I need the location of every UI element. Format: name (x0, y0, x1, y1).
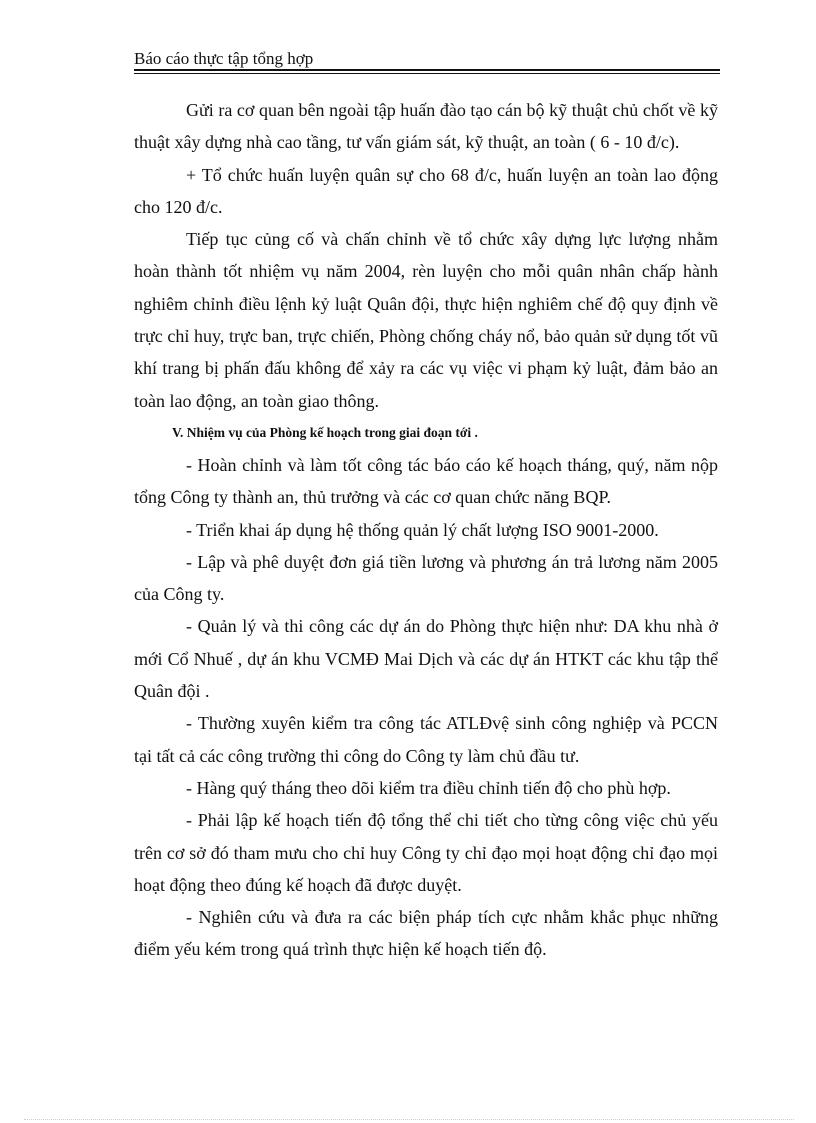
task-item-research: - Nghiên cứu và đưa ra các biện pháp tích cực nhằm khắc phục những điểm yếu kém trong quá trình thực hiện kế hoạch tiến độ. (134, 907, 718, 960)
header-double-rule (134, 69, 720, 74)
paragraph-consolidation: Tiếp tục củng cố và chấn chỉnh về tổ chức xây dựng lực lượng nhằm hoàn thành tốt nhiệm vụ năm 2004, rèn luyện cho mỗi quân nhân chấp hành nghiêm chỉnh điều lệnh kỷ luật Quân đội, thực hiện nghiêm chế độ quy định về trực chỉ huy, trực ban, trực chiến, Phòng chống cháy nổ, bảo quản sử dụng tốt vũ khí trang bị phấn đấu không để xảy ra các vụ việc vi phạm kỷ luật, đảm bảo an toàn lao động, an toàn giao thông. (134, 229, 718, 411)
task-item-reporting: - Hoàn chỉnh và làm tốt công tác báo cáo kế hoạch tháng, quý, năm nộp tổng Công ty thành an, thủ trưởng và các cơ quan chức năng BQP. (134, 454, 718, 508)
task-item-iso: - Triển khai áp dụng hệ thống quản lý chất lượng ISO 9001-2000. (186, 519, 659, 540)
section-heading-tasks: V. Nhiệm vụ của Phòng kế hoạch trong giai đoạn tới . (172, 424, 478, 440)
task-item-salary: - Lập và phê duyệt đơn giá tiền lương và phương án trả lương năm 2005 của Công ty. (134, 551, 718, 605)
task-item-progress-check: - Hàng quý tháng theo dõi kiểm tra điều chỉnh tiến độ cho phù hợp. (186, 777, 671, 798)
page-bottom-dotted-border (24, 1119, 794, 1120)
task-item-projects: - Quản lý và thi công các dự án do Phòng thực hiện như: DA khu nhà ở mới Cổ Nhuế , dự án khu VCMĐ Mai Dịch và các dự án HTKT các khu tập thể Quân đội . (134, 616, 718, 702)
paragraph-training: Gửi ra cơ quan bên ngoài tập huấn đào tạo cán bộ kỹ thuật chủ chốt về kỹ thuật xây dựng nhà cao tầng, tư vấn giám sát, kỹ thuật, an toàn ( 6 - 10 đ/c). (134, 100, 718, 153)
document-body (134, 94, 718, 966)
page-header-title: Báo cáo thực tập tổng hợp (134, 49, 314, 68)
task-item-safety-inspection: - Thường xuyên kiểm tra công tác ATLĐvệ sinh công nghiệp và PCCN tại tất cả các công trường thi công do Công ty làm chủ đầu tư. (134, 713, 718, 766)
paragraph-military-training: + Tổ chức huấn luyện quân sự cho 68 đ/c, huấn luyện an toàn lao động cho 120 đ/c. (134, 164, 718, 217)
task-item-master-plan: - Phải lập kế hoạch tiến độ tổng thể chi tiết cho từng công việc chủ yếu trên cơ sở đó tham mưu cho chỉ huy Công ty chỉ đạo mọi hoạt động chỉ đạo mọi hoạt động theo đúng kế hoạch đã được duyệt. (134, 810, 718, 895)
